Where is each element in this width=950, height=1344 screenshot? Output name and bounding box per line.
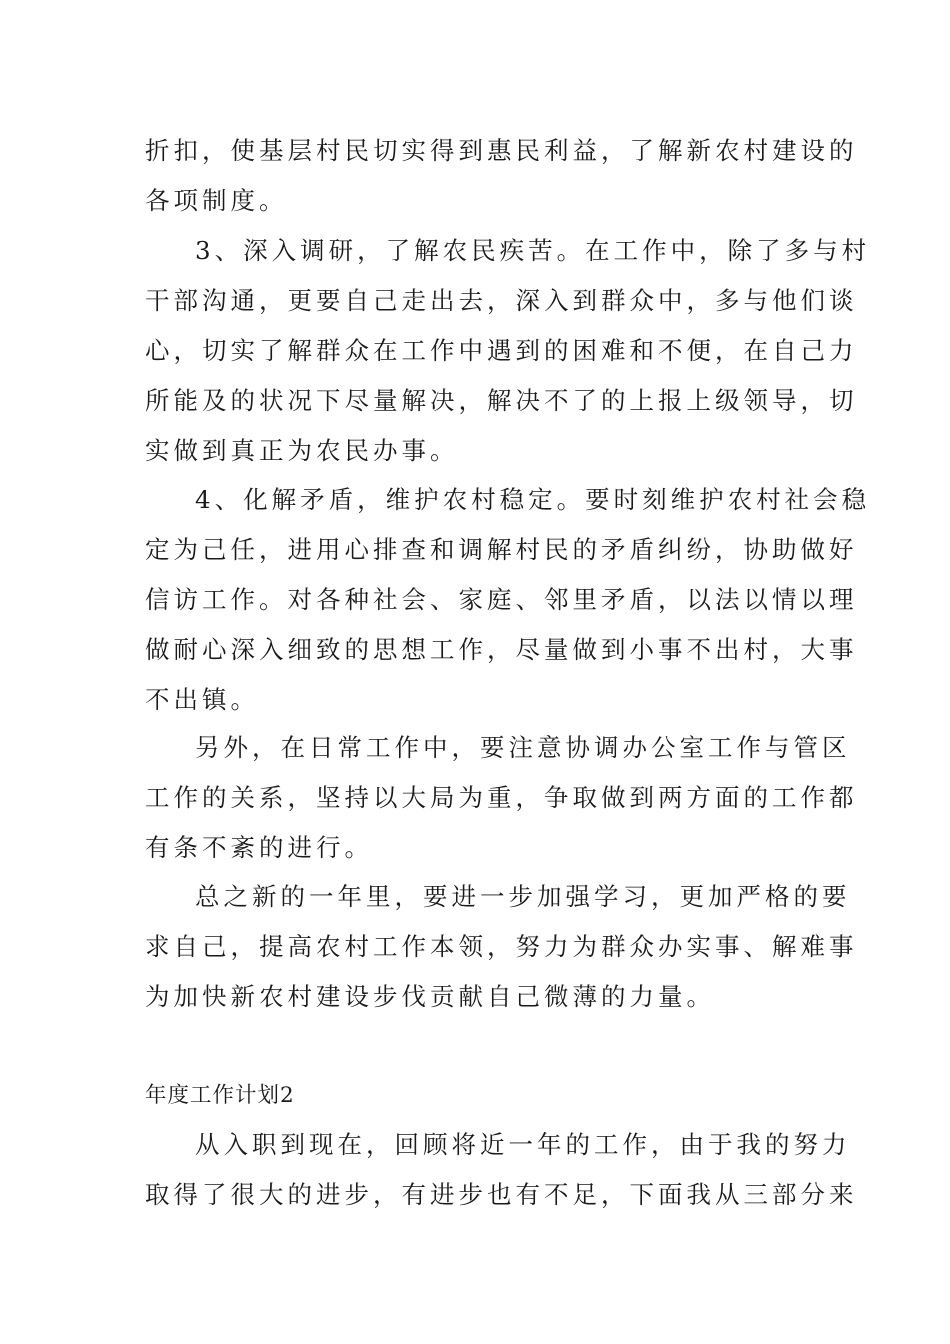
paragraph-line: 不出镇。	[145, 685, 259, 714]
paragraph-line: 为加快新农村建设步伐贡献自己微薄的力量。	[145, 982, 715, 1011]
paragraph-line: 做耐心深入细致的思想工作，尽量做到小事不出村，大事	[145, 635, 858, 664]
paragraph-line: 有条不紊的进行。	[145, 833, 373, 862]
paragraph-line: 信访工作。对各种社会、家庭、邻里矛盾，以法以情以理	[145, 585, 858, 614]
paragraph-line: 定为己任，进用心排查和调解村民的矛盾纠纷，协助做好	[145, 535, 858, 564]
paragraph-line: 心，切实了解群众在工作中遇到的困难和不便，在自己力	[145, 336, 858, 365]
paragraph-line: 总之新的一年里，要进一步加强学习，更加严格的要	[195, 882, 851, 911]
paragraph-line: 各项制度。	[145, 186, 288, 215]
paragraph-line: 工作的关系，坚持以大局为重，争取做到两方面的工作都	[145, 783, 858, 812]
paragraph-line: 所能及的状况下尽量解决，解决不了的上报上级领导，切	[145, 386, 858, 415]
paragraph-line: 取得了很大的进步，有进步也有不足，下面我从三部分来	[145, 1180, 858, 1209]
paragraph-line: 求自己，提高农村工作本领，努力为群众办实事、解难事	[145, 932, 858, 961]
paragraph-line: 4、化解矛盾，维护农村稳定。要时刻维护农村社会稳	[195, 485, 871, 514]
paragraph-line: 从入职到现在，回顾将近一年的工作，由于我的努力	[195, 1130, 851, 1159]
paragraph-line: 干部沟通，更要自己走出去，深入到群众中，多与他们谈	[145, 286, 858, 315]
section-heading: 年度工作计划2	[145, 1083, 295, 1108]
paragraph-line: 3、深入调研，了解农民疾苦。在工作中，除了多与村	[195, 236, 871, 265]
paragraph-line: 折扣，使基层村民切实得到惠民利益，了解新农村建设的	[145, 136, 858, 165]
paragraph-line: 另外，在日常工作中，要注意协调办公室工作与管区	[195, 733, 851, 762]
paragraph-line: 实做到真正为农民办事。	[145, 436, 459, 465]
